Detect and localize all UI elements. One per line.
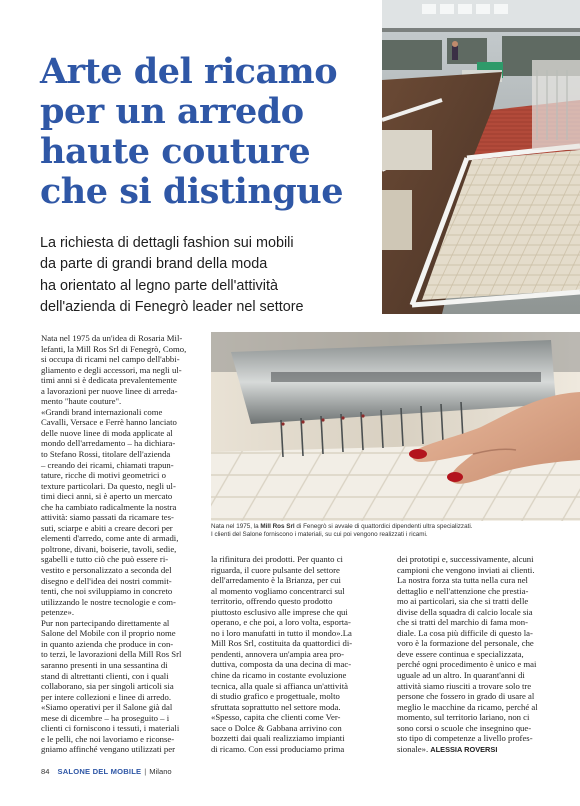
article-text-line: dei prototipi e, successivamente, alcuni [397, 554, 534, 564]
article-headline [40, 52, 390, 212]
article-text-line: deve essere continua e specializzata, [397, 648, 524, 659]
article-column-2 [211, 554, 389, 754]
article-text-line: sionale». ALESSIA ROVERSI [397, 743, 498, 754]
article-text-line: petenze». [41, 607, 75, 618]
article-text-line: si occupa di ricami nel campo dell'abbi- [41, 354, 180, 365]
article-text-line: di ricamo. Con essi produciamo prima [211, 743, 345, 754]
article-text-line: stand di altrettanti clienti, con i quali [41, 670, 169, 681]
article-text-line: piuttosto esclusivo alle imprese che qui [211, 606, 348, 617]
caption-line [211, 523, 580, 531]
article-text-line: dell'arredamento è la Brianza, per cui [211, 575, 341, 586]
caption-text: di Fenegrò si avvale di quattordici dipendenti ultra specializzati. [294, 523, 473, 530]
article-text-line: tature, ricche di motivi geometrici o [41, 470, 166, 481]
article-text-line: delle nuove linee di moda applicate al [41, 427, 173, 438]
page-number: 84 [41, 767, 50, 776]
article-text-line: lefanti, la Mill Ros Srl di Fenegrò, Como, [41, 343, 187, 354]
article-text-line: meglio le macchine da ricamo, perché al [397, 701, 538, 712]
article-text-line: to Stefano Rossi, titolare dell'azienda [41, 449, 171, 460]
article-text-line: territorio, offrendo questo prodotto [211, 596, 333, 607]
caption-line: I clienti del Salone forniscono i materiali, su cui poi vengono realizzati i ricami. [211, 531, 428, 539]
caption-company-name: Mill Ros Srl [260, 523, 295, 530]
article-text-line: collaborano, sia per singoli articoli sia [41, 681, 174, 692]
article-text-line: la rifinitura dei prodotti. Per quanto ci [211, 554, 343, 564]
article-text-line: Cavalli, Versace e Ferrè hanno lanciato [41, 417, 177, 428]
article-text-line: «Grandi brand internazionali come [41, 406, 163, 417]
caption-text: Nata nel 1975, la [211, 523, 261, 530]
article-text-line: tenti, che noi sviluppiamo in concreto [41, 586, 173, 597]
article-text-line: che si tratti del marchio di fama mon- [397, 617, 528, 628]
article-column-3 [397, 554, 573, 755]
article-text-line: al momento vogliamo concentrarci sul [211, 585, 345, 596]
headline-line: Arte del ricamo [40, 51, 338, 92]
article-text-line: mo ai particolari, sia che si tratti delle [397, 596, 529, 607]
article-text-line: mento "haute couture". [41, 396, 122, 407]
article-text-line: attività: siamo passati da ricamare tes- [41, 512, 174, 523]
article-text-line: Pur non partecipando direttamente al [41, 617, 170, 628]
article-text-line: vestito e personalizzato a seconda del [41, 565, 172, 576]
photo-caption [211, 523, 580, 540]
subtitle-line: da parte di grandi brand della moda [40, 256, 268, 273]
article-text-line: suti, sciarpe e abiti a creare decori per [41, 522, 173, 533]
article-text-line: momento, sul territorio lariano, non ci [397, 712, 530, 723]
article-text-line: «Siamo operativi per il Salone già dal [41, 702, 173, 713]
article-text-line: gliamento e degli accessori, ma negli ul- [41, 364, 182, 375]
article-text-line: – creando dei ricami, chiamati trapun- [41, 459, 174, 470]
article-text-line: sgabelli e tutto ciò che può essere ri- [41, 554, 169, 565]
article-text-line: clienti ci forniscono i tessuti, i materiali [41, 723, 180, 734]
footer-separator: | [144, 767, 147, 776]
article-text-line: a lavorazioni per nuove linee di arreda- [41, 385, 178, 396]
article-text-line: operano, e che poi, a loro volta, esporta- [211, 617, 351, 628]
page-footer [41, 767, 172, 779]
article-text-line: Nata nel 1975 da un'idea di Rosaria Mil- [41, 333, 183, 343]
section-name: SALONE DEL MOBILE [57, 767, 142, 776]
article-text-line: La nostra forza sta tutta nella cura nel [397, 575, 528, 586]
article-text-line: bozzetti dai quali realizziamo impianti [211, 733, 345, 744]
article-text-line: saranno presenti in una sessantina di [41, 659, 168, 670]
article-text-line: dettaglio e nell'attenzione che prestia- [397, 585, 529, 596]
headline-line: che si distingue [40, 171, 343, 212]
article-text-line: texture particolari. Da questo, negli ul- [41, 480, 176, 491]
article-text-line: di studio grafico e progettuale, molto [211, 691, 340, 702]
article-text-line: sto tipo di competenze a livello profes- [397, 733, 533, 744]
article-text-line: attività siamo riusciti a trovare solo tre [397, 680, 532, 691]
embroidery-needles-photo [211, 332, 580, 521]
article-column-1 [41, 333, 205, 755]
subtitle-line: dell'azienda di Fenegrò leader nel settore [40, 298, 304, 315]
article-text-line: timi dieci anni, si è aperto un mercato [41, 491, 173, 502]
article-text-line: disegno e dell'idea dei nostri commit- [41, 575, 172, 586]
article-text-line: per intere collezioni e linee di arredo. [41, 691, 172, 702]
article-text-line: timi anni si è dedicata prevalentemente [41, 375, 177, 386]
article-text-line: gniamo affinché vengano utilizzati per [41, 744, 175, 755]
article-text-line: riguarda, il cuore pulsante del settore [211, 564, 340, 575]
article-subtitle [40, 233, 385, 318]
article-text-line: Mill Ros Srl, costituita da quattordici di- [211, 638, 353, 649]
article-text-line: e le pelli, che noi lavoriamo e riconse- [41, 733, 175, 744]
article-text-line: elementi d'arredo, come ante di armadi, [41, 533, 179, 544]
article-text-line: «Spesso, capita che clienti come Ver- [211, 712, 341, 723]
article-text-line: che ha cambiato radicalmente la nostra [41, 501, 177, 512]
article-text-line: Salone del Mobile con il proprio nome [41, 628, 176, 639]
article-text-line: sono corsi o scuole che insegnino que- [397, 722, 532, 733]
article-text-line: no i loro manufatti in tutto il mondo».La [211, 627, 352, 638]
article-text-line: tecnica, alla quale si affianca un'attività [211, 680, 348, 691]
factory-photo [382, 0, 580, 314]
article-text-line: sace o Dolce & Gabbana arrivino con [211, 722, 342, 733]
article-text-line: duttiva, composta da una decina di mac- [211, 659, 352, 670]
article-text-line: mese di dicembre – ha proseguito – i [41, 712, 170, 723]
author-signature: ALESSIA ROVERSI [430, 744, 498, 754]
article-text-line: persone che fossero in grado di usare al [397, 691, 535, 702]
subtitle-line: La richiesta di dettagli fashion sui mobili [40, 235, 294, 251]
subtitle-line: ha orientato al legno parte dell'attività [40, 277, 278, 294]
article-text-line: pendenti, annovera un'ampia area pro- [211, 648, 345, 659]
headline-line: haute couture [40, 131, 311, 172]
article-text-line: campioni che vengono inviati ai clienti. [397, 564, 535, 575]
article-text-line: divise della squadra di calcio locale sia [397, 606, 533, 617]
article-text-line: perché ogni procedimento è unico e mai [397, 659, 537, 670]
article-text-line: sfruttata soprattutto nel settore moda. [211, 701, 341, 712]
article-text-line: chine da ricamo in costante evoluzione [211, 670, 347, 681]
article-text-line: to terzi, le lavorazioni della Mill Ros Srl [41, 649, 182, 660]
article-text-line: uguale ad un altro. In quarant'anni di [397, 670, 525, 681]
article-text-line: voro è la formazione del personale, che [397, 638, 534, 649]
article-text-line: poltrone, divani, boiserie, tavoli, sedie, [41, 543, 177, 554]
article-text-line: mondo dell'arredamento – ha dichiara- [41, 438, 176, 449]
article-text-line: diale. La cosa più difficile di questo la- [397, 627, 533, 638]
article-text-line: utilizzando le nostre tecnologie e com- [41, 596, 176, 607]
headline-line: per un arredo [40, 91, 304, 132]
footer-city: Milano [149, 767, 172, 776]
article-text-line: in quanto azienda che produce in con- [41, 638, 174, 649]
